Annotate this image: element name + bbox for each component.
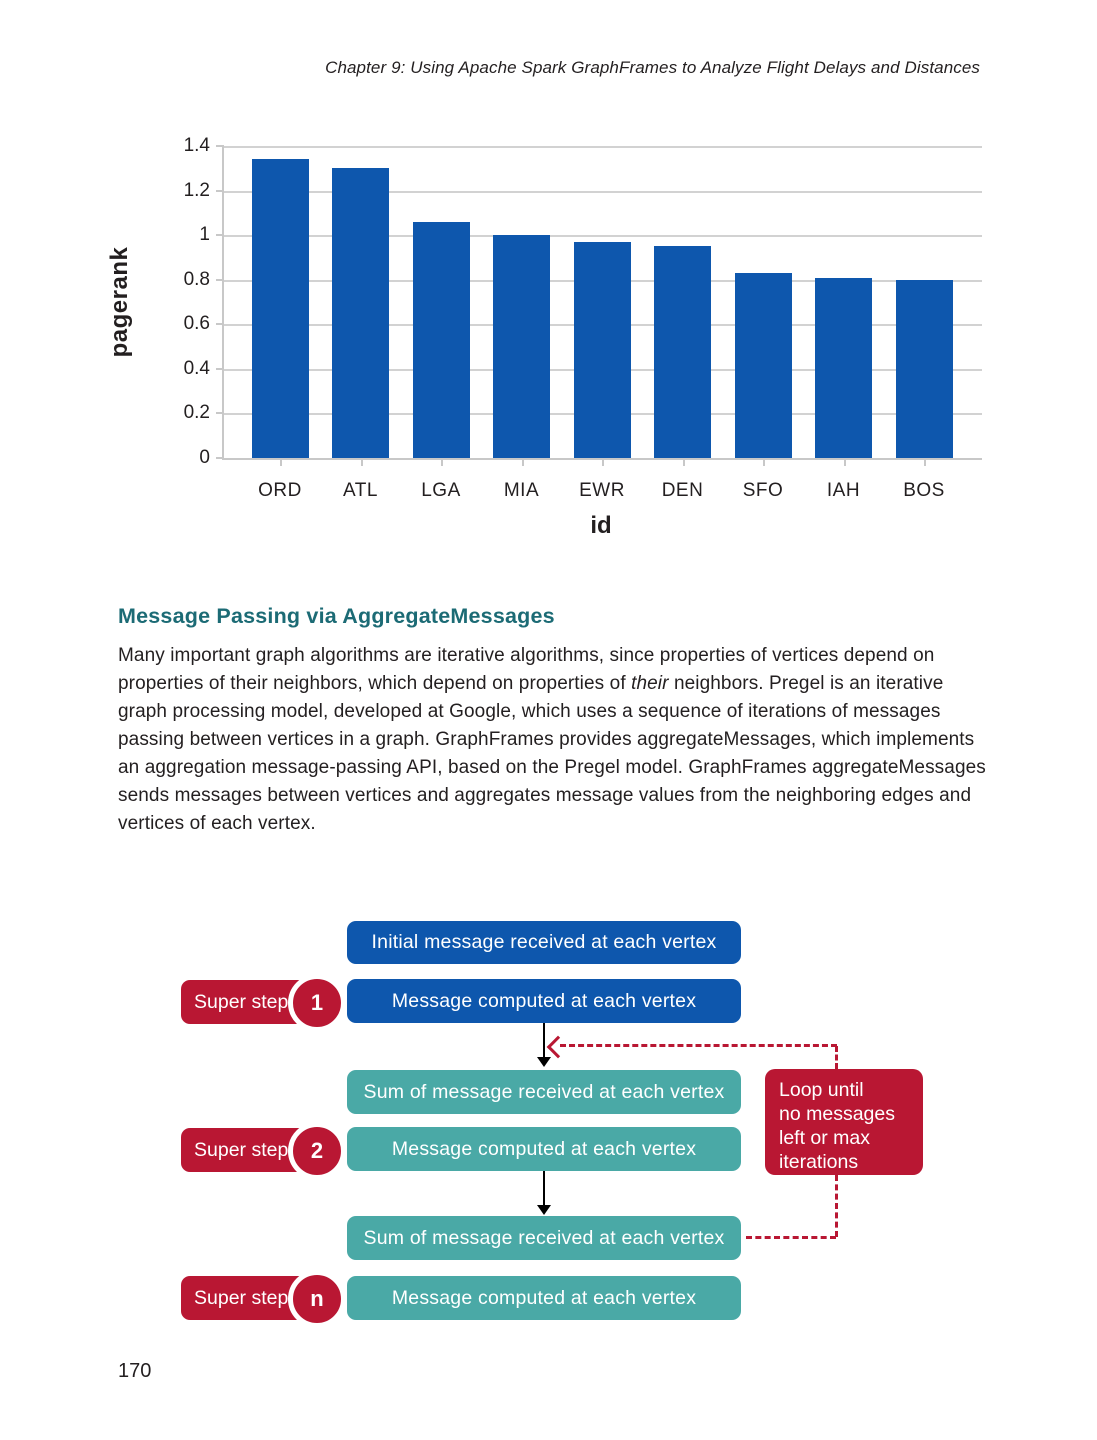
x-tick-label: DEN xyxy=(661,480,704,501)
flow-box-initial-message: Initial message received at each vertex xyxy=(347,921,741,964)
loop-until-box xyxy=(765,1069,923,1175)
loop-arrowhead-icon xyxy=(547,1036,570,1059)
y-tick-label: 0.2 xyxy=(183,402,210,424)
loop-dashed-line-lower-vertical xyxy=(835,1175,838,1237)
y-tick-mark xyxy=(216,368,224,370)
gridline xyxy=(224,146,982,148)
bar xyxy=(896,280,953,458)
bar xyxy=(574,242,631,458)
flow-box-sum-message-1: Sum of message received at each vertex xyxy=(347,1070,741,1114)
page-number: 170 xyxy=(118,1360,152,1382)
loop-box-line: left or max xyxy=(779,1127,871,1149)
paragraph-italic-word: their xyxy=(631,673,669,694)
loop-dashed-line-top xyxy=(560,1044,837,1047)
y-tick-mark xyxy=(216,412,224,414)
down-arrow-line-2 xyxy=(543,1171,545,1207)
y-tick-label: 0.4 xyxy=(183,357,210,379)
y-tick-mark xyxy=(216,457,224,459)
bar xyxy=(735,273,792,458)
bar xyxy=(332,168,389,458)
superstep-n-number: n xyxy=(288,1270,346,1328)
superstep-1-number: 1 xyxy=(288,974,346,1032)
y-tick-label: 0.8 xyxy=(183,268,210,290)
y-tick-label: 0.6 xyxy=(183,313,210,335)
y-axis-label: pagerank xyxy=(106,246,133,358)
x-tick-label: EWR xyxy=(579,480,625,501)
y-tick-label: 1.2 xyxy=(183,179,210,201)
x-tick-label: IAH xyxy=(826,480,861,501)
flow-box-message-computed-1: Message computed at each vertex xyxy=(347,979,741,1023)
paragraph-text: Many important graph algorithms are iterative algorithms, since properties of vertices depend on properties of their neighbors, which depend on properties of xyxy=(118,645,935,694)
y-tick-mark xyxy=(216,145,224,147)
body-paragraph xyxy=(118,642,986,838)
y-tick-label: 1 xyxy=(199,224,210,246)
chapter-header: Chapter 9: Using Apache Spark GraphFrames to Analyze Flight Delays and Distances xyxy=(325,58,980,77)
y-tick-mark xyxy=(216,190,224,192)
bar xyxy=(413,222,470,458)
loop-box-line: iterations xyxy=(779,1151,859,1173)
bar xyxy=(815,278,872,459)
x-tick-mark xyxy=(924,458,926,466)
flow-box-message-computed-2: Message computed at each vertex xyxy=(347,1127,741,1171)
x-tick-mark xyxy=(522,458,524,466)
bar xyxy=(493,235,550,458)
x-tick-label: ATL xyxy=(343,480,378,501)
superstep-1-pill: Super step xyxy=(181,980,311,1024)
flow-box-message-computed-n: Message computed at each vertex xyxy=(347,1276,741,1320)
x-tick-mark xyxy=(844,458,846,466)
down-arrow-head-2 xyxy=(537,1205,551,1215)
superstep-2-number: 2 xyxy=(288,1122,346,1180)
x-tick-mark xyxy=(683,458,685,466)
x-tick-mark xyxy=(763,458,765,466)
x-tick-label: ORD xyxy=(258,480,302,501)
x-axis-label: id xyxy=(590,512,612,539)
superstep-n-pill: Super step xyxy=(181,1276,311,1320)
y-tick-label: 0 xyxy=(199,447,210,468)
loop-box-line: Loop until xyxy=(779,1079,864,1101)
bar xyxy=(252,159,309,458)
x-tick-label: MIA xyxy=(503,480,540,501)
y-tick-mark xyxy=(216,234,224,236)
x-tick-mark xyxy=(602,458,604,466)
section-heading: Message Passing via AggregateMessages xyxy=(118,604,555,628)
y-tick-label: 1.4 xyxy=(183,135,210,156)
loop-box-line: no messages xyxy=(779,1103,895,1125)
loop-dashed-line-upper-vertical xyxy=(835,1046,838,1069)
x-tick-mark xyxy=(441,458,443,466)
y-tick-mark xyxy=(216,323,224,325)
x-tick-mark xyxy=(361,458,363,466)
down-arrow-head-1 xyxy=(537,1057,551,1067)
x-tick-label: BOS xyxy=(903,480,945,501)
x-tick-label: SFO xyxy=(742,480,784,501)
y-tick-mark xyxy=(216,279,224,281)
pagerank-bar-chart xyxy=(183,135,982,501)
loop-dashed-line-bottom xyxy=(746,1236,836,1239)
bar xyxy=(654,246,711,458)
x-tick-label: LGA xyxy=(421,480,461,501)
flow-box-sum-message-2: Sum of message received at each vertex xyxy=(347,1216,741,1260)
x-tick-mark xyxy=(280,458,282,466)
superstep-2-pill: Super step xyxy=(181,1128,311,1172)
down-arrow-line-1 xyxy=(543,1023,545,1059)
paragraph-text: neighbors. Pregel is an iterative graph processing model, developed at Google, which uses a sequence of iterations of messages passing between vertices in a graph. GraphFrames provides aggregateMessages, which implements an aggregation message-passing API, based on the Pregel model. GraphFrames aggregateMessages sends messages between vertices and aggregates message values from the neighboring edges and vertices of each vertex. xyxy=(118,673,986,834)
